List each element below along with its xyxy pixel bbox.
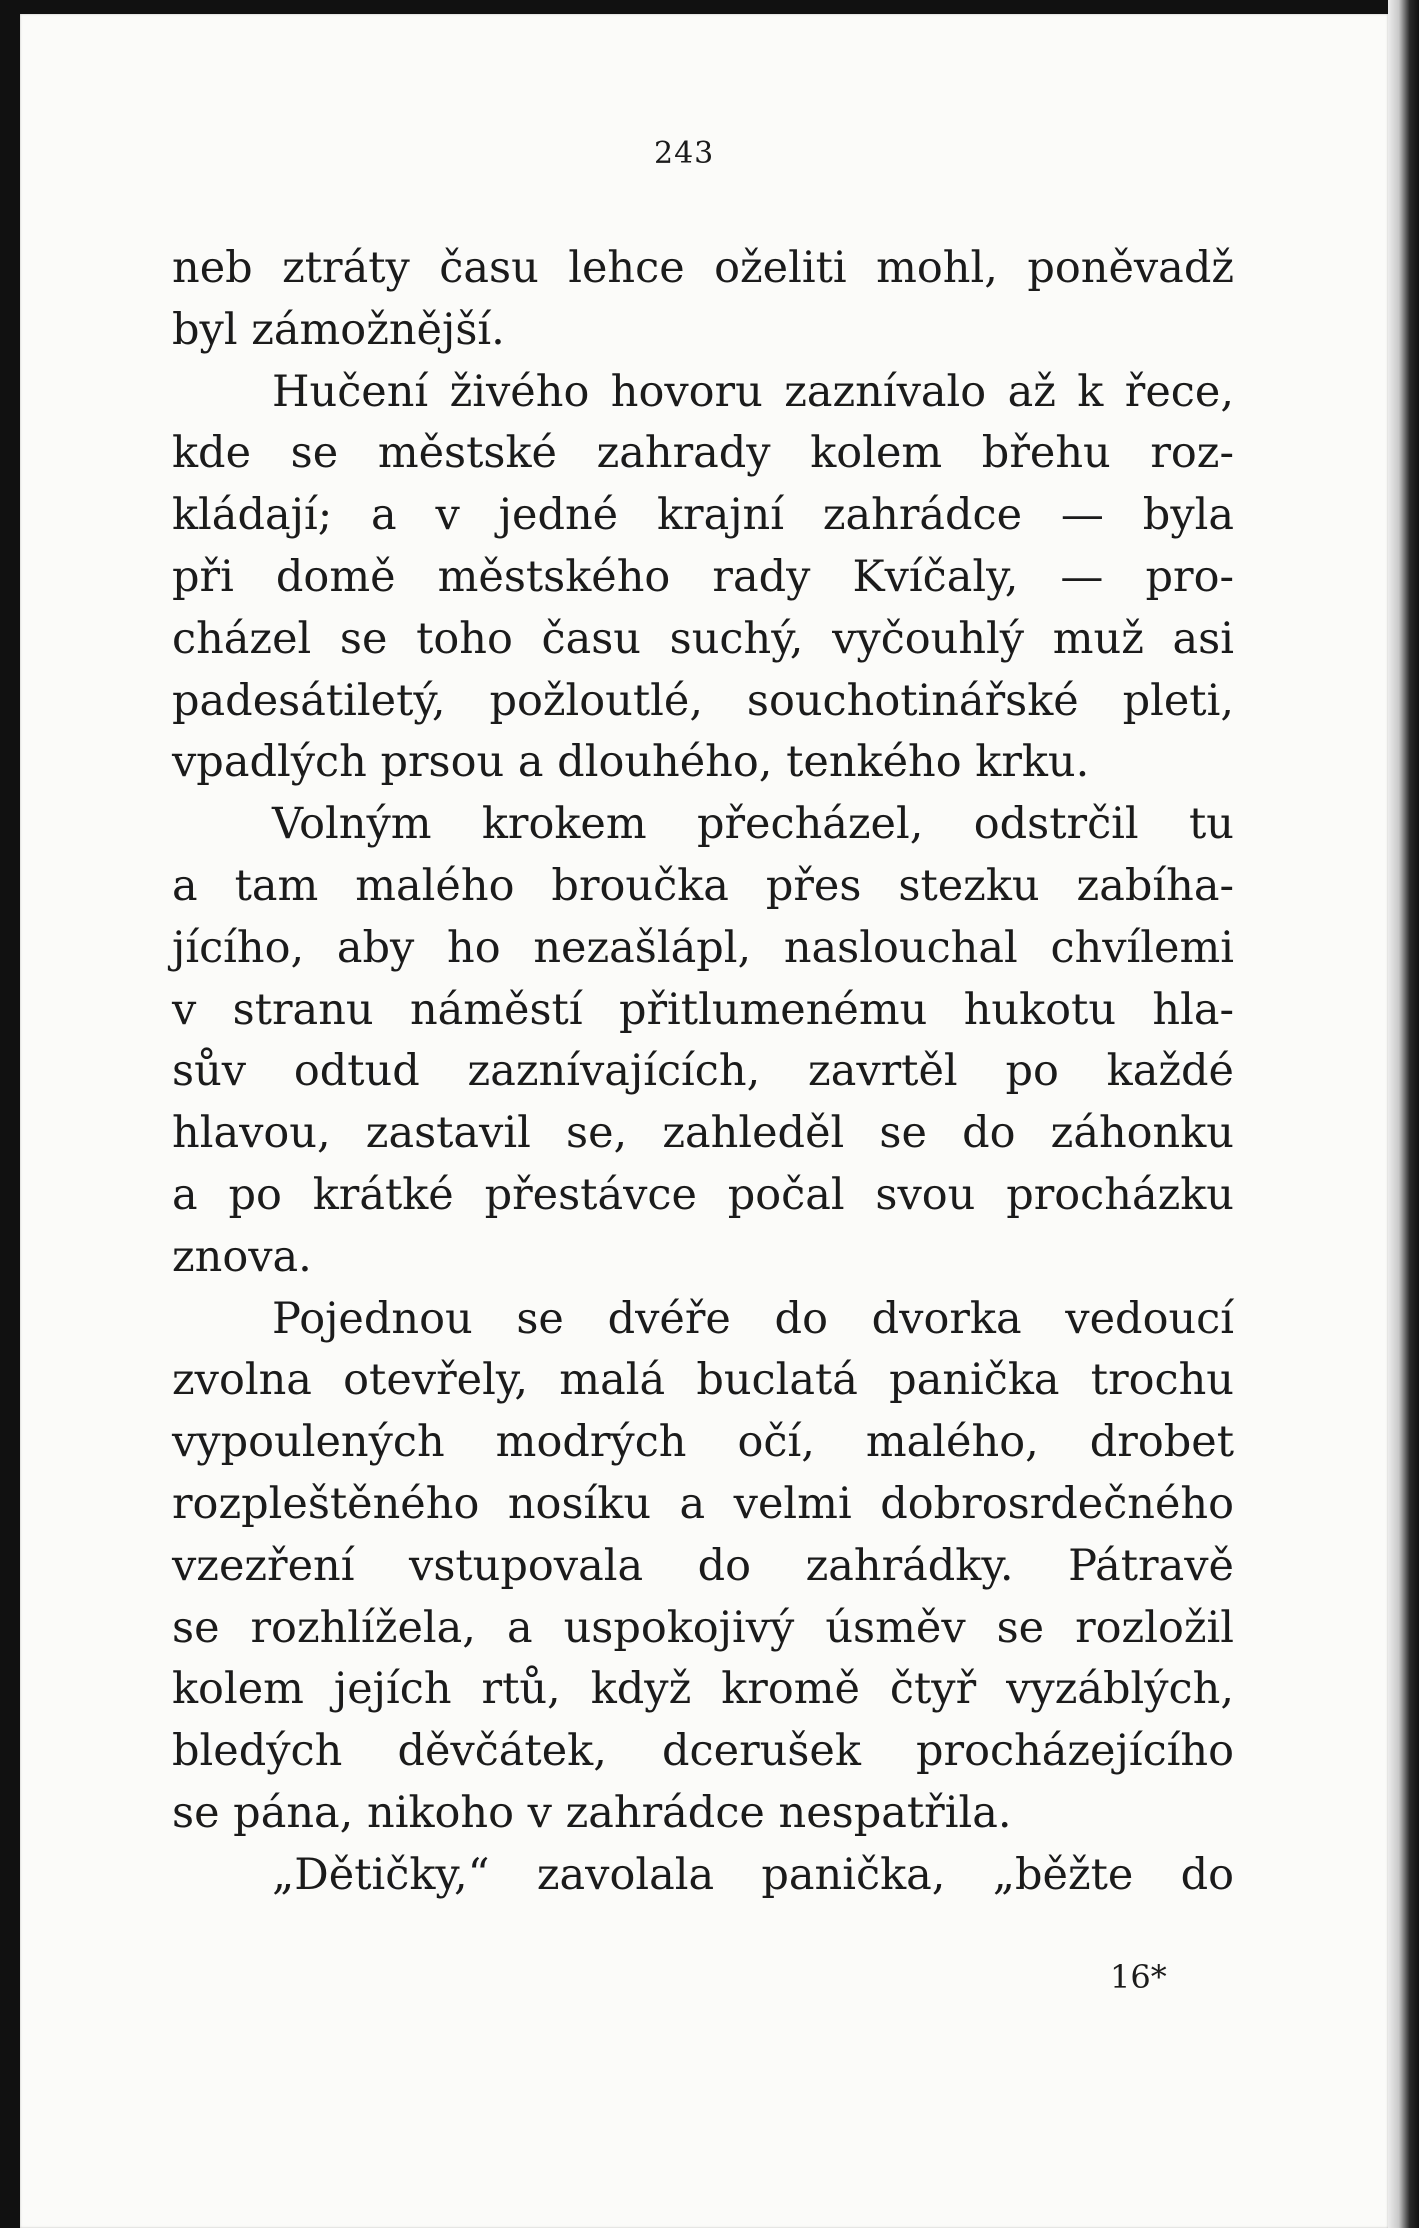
text-line: se rozhlížela, a uspokojivý úsměv se rozložil: [172, 1602, 1234, 1653]
text-line: kolem jejích rtů, když kromě čtyř vyzáblých,: [172, 1664, 1234, 1715]
text-line: zvolna otevřely, malá buclatá panička trochu: [172, 1355, 1234, 1406]
text-line: rozpleštěného nosíku a velmi dobrosrdečného: [172, 1478, 1234, 1529]
body-text: [172, 238, 1234, 1907]
scan-top-edge: [0, 0, 1419, 14]
text-line: při domě městského rady Kvíčaly, — pro-: [172, 551, 1234, 602]
text-line: neb ztráty času lehce oželiti mohl, poněvadž: [172, 243, 1234, 293]
text-line: vypoulených modrých očí, malého, drobet: [172, 1417, 1234, 1468]
text-line: znova.: [172, 1231, 312, 1282]
text-line: Volným krokem přecházel, odstrčil tu: [272, 799, 1234, 850]
text-line: se pána, nikoho v zahrádce nespatřila.: [172, 1787, 1012, 1838]
text-line: kde se městské zahrady kolem břehu roz-: [172, 428, 1234, 479]
text-line: bledých děvčátek, dcerušek procházejícího: [172, 1726, 1234, 1777]
text-line: jícího, aby ho nezašlápl, naslouchal chvílemi: [172, 922, 1234, 973]
text-line: cházel se toho času suchý, vyčouhlý muž asi: [172, 613, 1234, 664]
text-line: vpadlých prsou a dlouhého, tenkého krku.: [172, 737, 1090, 788]
text-line: Hučení živého hovoru zaznívalo až k řece,: [272, 366, 1234, 417]
scan-right-edge: [1388, 0, 1419, 2228]
text-line: kládají; a v jedné krajní zahrádce — byla: [172, 490, 1234, 541]
page-number: 243: [654, 136, 715, 171]
text-line: Pojednou se dvéře do dvorka vedoucí: [272, 1293, 1234, 1344]
text-line: byl zámožnější.: [172, 304, 505, 355]
text-line: a po krátké přestávce počal svou procházku: [172, 1169, 1234, 1220]
text-line: hlavou, zastavil se, zahleděl se do záhonku: [172, 1108, 1234, 1159]
text-line: v stranu náměstí přitlumenému hukotu hla-: [172, 984, 1234, 1035]
text-line: vzezření vstupovala do zahrádky. Pátravě: [172, 1540, 1234, 1591]
signature-mark: 16*: [1110, 1958, 1167, 1996]
text-line: „Dětičky,“ zavolala panička, „běžte do: [272, 1849, 1234, 1900]
text-line: sův odtud zaznívajících, zavrtěl po každé: [172, 1046, 1234, 1097]
text-line: a tam malého broučka přes stezku zabíha-: [172, 860, 1234, 911]
text-line: padesátiletý, požloutlé, souchotinářské pleti,: [172, 675, 1234, 726]
scan-left-edge: [0, 0, 20, 2228]
